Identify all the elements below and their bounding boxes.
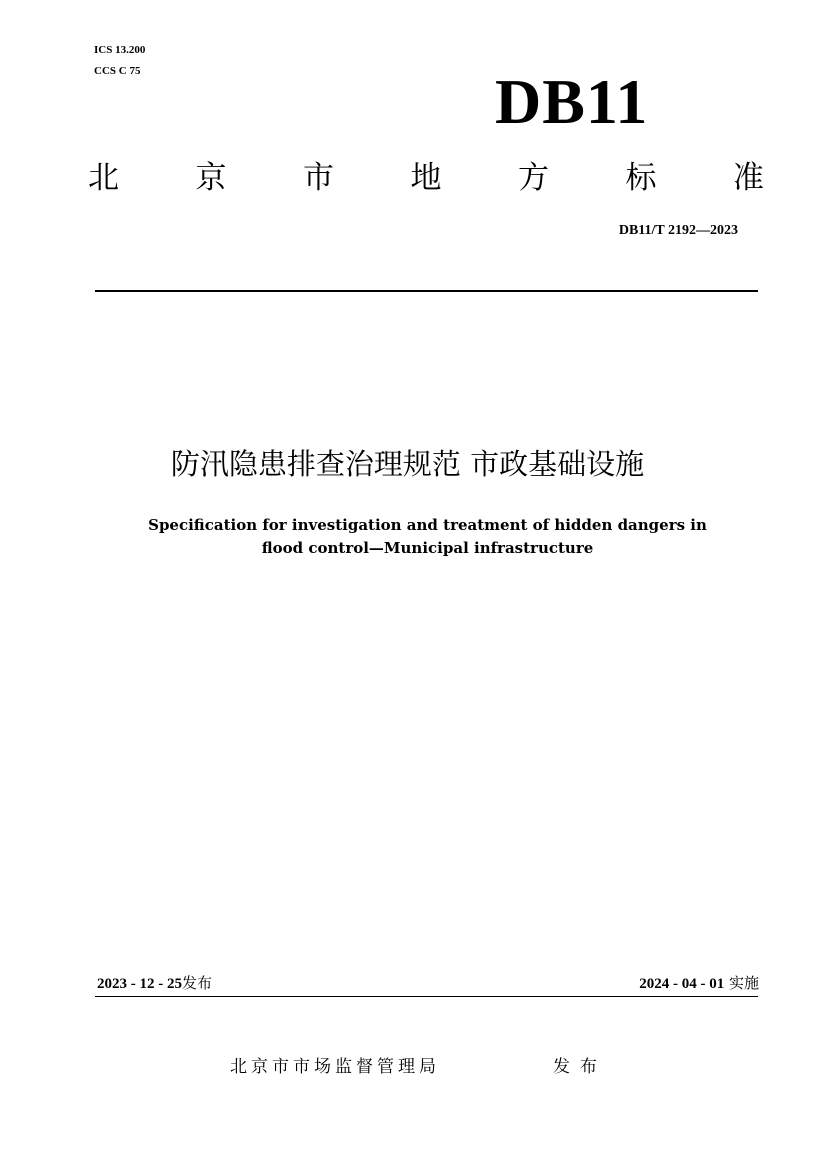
standard-type — [88, 158, 764, 198]
standard-type-char: 准 — [733, 160, 764, 196]
title-english — [80, 514, 775, 560]
standard-number: DB11/T 2192—2023 — [618, 223, 738, 238]
classification-codes — [94, 40, 145, 82]
implement-date-block — [560, 972, 759, 993]
db-logo-mark: DB11 — [495, 66, 649, 137]
title-english-line: flood control—Municipal infrastructure — [261, 539, 594, 557]
issue-date: 2023 - 12 - 25 — [97, 976, 182, 992]
top-divider — [95, 290, 758, 292]
standard-type-char: 北 — [88, 160, 119, 196]
standard-type-char: 市 — [303, 160, 334, 196]
ccs-code: CCS C 75 — [94, 65, 141, 77]
standard-type-char: 方 — [518, 160, 549, 196]
implement-date: 2024 - 04 - 01 — [639, 976, 725, 992]
issuing-authority: 北京市市场监督管理局 — [230, 1057, 440, 1077]
standard-type-char: 京 — [195, 160, 227, 196]
issuer-action: 发布 — [553, 1057, 607, 1077]
title-english-line: Specification for investigation and treatment of hidden dangers in — [148, 516, 707, 534]
issue-label: 发布 — [182, 974, 213, 992]
ics-code: ICS 13.200 — [94, 44, 146, 56]
issue-date-block — [97, 972, 212, 993]
standard-type-char: 标 — [625, 160, 657, 196]
implement-label: 实施 — [728, 974, 759, 992]
standard-type-char: 地 — [410, 160, 442, 196]
bottom-divider — [95, 996, 758, 997]
title-chinese: 防汛隐患排查治理规范 市政基础设施 — [170, 447, 645, 481]
